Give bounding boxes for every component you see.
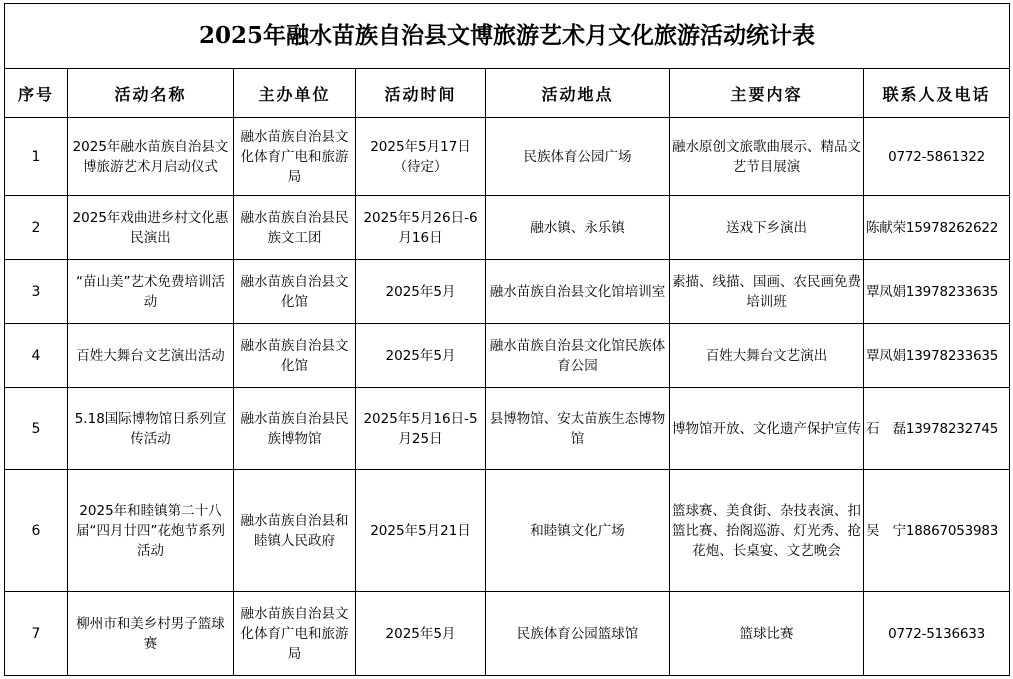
cell-location: 融水苗族自治县文化馆民族体育公园 bbox=[486, 324, 670, 388]
table-row bbox=[5, 260, 1010, 324]
header-content: 主要内容 bbox=[670, 69, 864, 118]
cell-no: 1 bbox=[5, 118, 68, 196]
header-organizer: 主办单位 bbox=[234, 69, 356, 118]
table-title: 2025年融水苗族自治县文博旅游艺术月文化旅游活动统计表 bbox=[5, 4, 1010, 69]
cell-time: 2025年5月21日 bbox=[356, 470, 486, 592]
table-row bbox=[5, 118, 1010, 196]
cell-content: 博物馆开放、文化遗产保护宣传 bbox=[670, 388, 864, 470]
cell-no: 5 bbox=[5, 388, 68, 470]
cell-no: 4 bbox=[5, 324, 68, 388]
cell-time: 2025年5月 bbox=[356, 592, 486, 676]
cell-organizer: 融水苗族自治县和睦镇人民政府 bbox=[234, 470, 356, 592]
header-no: 序号 bbox=[5, 69, 68, 118]
cell-no: 2 bbox=[5, 196, 68, 260]
cell-organizer: 融水苗族自治县文化体育广电和旅游局 bbox=[234, 118, 356, 196]
cell-content: 送戏下乡演出 bbox=[670, 196, 864, 260]
table-row bbox=[5, 592, 1010, 676]
table-row bbox=[5, 388, 1010, 470]
cell-location: 融水苗族自治县文化馆培训室 bbox=[486, 260, 670, 324]
cell-location: 民族体育公园广场 bbox=[486, 118, 670, 196]
header-contact: 联系人及电话 bbox=[864, 69, 1010, 118]
cell-contact: 吴 宁18867053983 bbox=[864, 470, 1010, 592]
cell-content: 素描、线描、国画、农民画免费培训班 bbox=[670, 260, 864, 324]
cell-contact: 0772-5861322 bbox=[864, 118, 1010, 196]
cell-time: 2025年5月16日-5月25日 bbox=[356, 388, 486, 470]
activity-table bbox=[4, 3, 1010, 676]
header-location: 活动地点 bbox=[486, 69, 670, 118]
header-name: 活动名称 bbox=[68, 69, 234, 118]
cell-content: 篮球赛、美食街、杂技表演、扣篮比赛、抬阁巡游、灯光秀、抢花炮、长桌宴、文艺晚会 bbox=[670, 470, 864, 592]
cell-name: 柳州市和美乡村男子篮球赛 bbox=[68, 592, 234, 676]
table-row bbox=[5, 324, 1010, 388]
cell-time: 2025年5月 bbox=[356, 324, 486, 388]
cell-content: 融水原创文旅歌曲展示、精品文艺节目展演 bbox=[670, 118, 864, 196]
cell-name: 5.18国际博物馆日系列宣传活动 bbox=[68, 388, 234, 470]
cell-contact: 覃凤娟13978233635 bbox=[864, 324, 1010, 388]
cell-organizer: 融水苗族自治县文化馆 bbox=[234, 324, 356, 388]
header-time: 活动时间 bbox=[356, 69, 486, 118]
cell-no: 6 bbox=[5, 470, 68, 592]
table-row bbox=[5, 196, 1010, 260]
cell-location: 和睦镇文化广场 bbox=[486, 470, 670, 592]
cell-name: 2025年融水苗族自治县文博旅游艺术月启动仪式 bbox=[68, 118, 234, 196]
cell-content: 篮球比赛 bbox=[670, 592, 864, 676]
cell-contact: 石 磊13978232745 bbox=[864, 388, 1010, 470]
cell-no: 3 bbox=[5, 260, 68, 324]
cell-organizer: 融水苗族自治县文化馆 bbox=[234, 260, 356, 324]
statistics-sheet bbox=[4, 3, 1009, 677]
table-row bbox=[5, 470, 1010, 592]
cell-name: 2025年戏曲进乡村文化惠民演出 bbox=[68, 196, 234, 260]
cell-time: 2025年5月26日-6月16日 bbox=[356, 196, 486, 260]
cell-time: 2025年5月 bbox=[356, 260, 486, 324]
cell-organizer: 融水苗族自治县民族博物馆 bbox=[234, 388, 356, 470]
cell-organizer: 融水苗族自治县文化体育广电和旅游局 bbox=[234, 592, 356, 676]
cell-location: 县博物馆、安太苗族生态博物馆 bbox=[486, 388, 670, 470]
cell-time: 2025年5月17日（待定） bbox=[356, 118, 486, 196]
cell-contact: 0772-5136633 bbox=[864, 592, 1010, 676]
cell-content: 百姓大舞台文艺演出 bbox=[670, 324, 864, 388]
cell-name: 百姓大舞台文艺演出活动 bbox=[68, 324, 234, 388]
cell-name: 2025年和睦镇第二十八届“四月廿四”花炮节系列活动 bbox=[68, 470, 234, 592]
title-row bbox=[5, 4, 1010, 69]
cell-contact: 覃凤娟13978233635 bbox=[864, 260, 1010, 324]
cell-no: 7 bbox=[5, 592, 68, 676]
header-row bbox=[5, 69, 1010, 118]
cell-contact: 陈献荣15978262622 bbox=[864, 196, 1010, 260]
cell-organizer: 融水苗族自治县民族文工团 bbox=[234, 196, 356, 260]
cell-location: 民族体育公园篮球馆 bbox=[486, 592, 670, 676]
cell-location: 融水镇、永乐镇 bbox=[486, 196, 670, 260]
cell-name: “苗山美”艺术免费培训活动 bbox=[68, 260, 234, 324]
